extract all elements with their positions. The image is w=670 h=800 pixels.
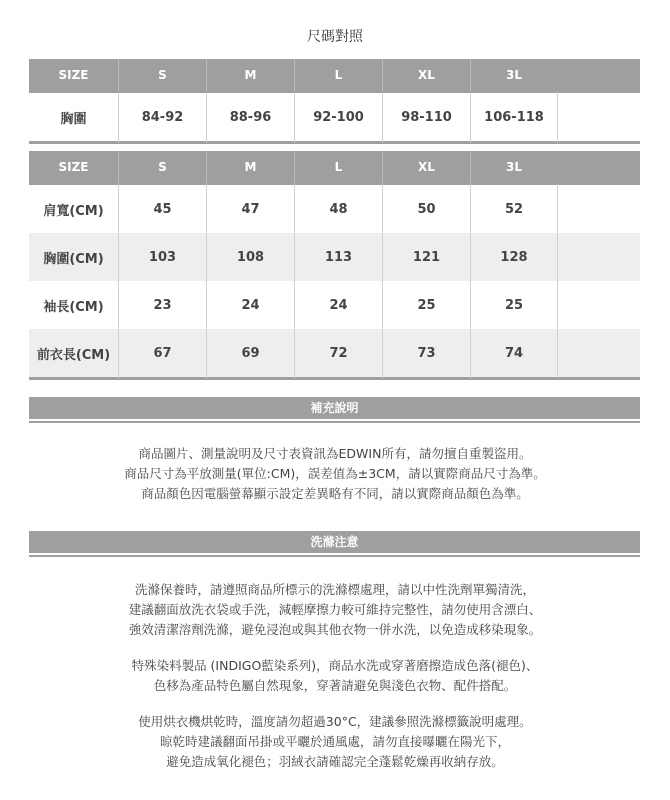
washing-line: 建議翻面放洗衣袋或手洗，減輕摩擦力較可維持完整性，請勿使用含漂白、 [128, 602, 542, 617]
header-cell-empty [557, 59, 640, 91]
row-label: 肩寬(CM) [29, 183, 118, 233]
paragraph-gap [0, 640, 670, 656]
row-label: 前衣長(CM) [29, 329, 118, 380]
row-label: 袖長(CM) [43, 299, 104, 315]
washing-text [0, 580, 670, 772]
table-cell-empty [557, 281, 640, 329]
table-cell: 25 [382, 281, 470, 329]
table-cell-empty [557, 183, 640, 233]
measurement-table [29, 151, 640, 380]
table-cell: 52 [470, 183, 557, 233]
table-cell: 69 [206, 329, 294, 380]
header-cell-m: M [206, 151, 294, 183]
table-row [29, 183, 640, 233]
header-cell-empty [557, 151, 640, 183]
table-cell: 92-100 [294, 91, 382, 144]
table-cell: 108 [206, 233, 294, 281]
table-cell: 74 [470, 329, 557, 380]
washing-line: 使用烘衣機烘乾時，溫度請勿超過30°C，建議參照洗滌標籤說明處理。 [138, 714, 532, 729]
header-cell-m: M [206, 59, 294, 91]
header-cell-3l: 3L [470, 59, 557, 91]
table-header-row [29, 151, 640, 183]
table-row [29, 329, 640, 380]
washing-line: 色移為產品特色屬自然現象，穿著請避免與淺色衣物、配件搭配。 [153, 678, 517, 693]
table-row [29, 281, 640, 329]
table-cell: 47 [206, 183, 294, 233]
supplement-line: 商品圖片、測量說明及尺寸表資訊為EDWIN所有，請勿擅自重製盜用。 [138, 446, 532, 461]
supplement-line: 商品尺寸為平放測量(單位:CM)，誤差值為±3CM，請以實際商品尺寸為準。 [124, 466, 546, 481]
table-cell: 50 [382, 183, 470, 233]
row-label: 胸圍 [29, 91, 118, 144]
table-row [29, 91, 640, 144]
table-cell: 25 [470, 281, 557, 329]
header-cell-xl: XL [382, 59, 470, 91]
table-cell-empty [557, 91, 640, 144]
page-title: 尺碼對照 [307, 29, 363, 45]
washing-line: 晾乾時建議翻面吊掛或平曬於通風處，請勿直接曝曬在陽光下， [159, 734, 510, 749]
supplement-line: 商品顏色因電腦螢幕顯示設定差異略有不同，請以實際商品顏色為準。 [141, 486, 529, 501]
table-cell: 121 [382, 233, 470, 281]
table-cell-empty [557, 233, 640, 281]
header-cell-l: L [294, 59, 382, 91]
header-cell-3l: 3L [470, 151, 557, 183]
washing-line: 洗滌保養時，請遵照商品所標示的洗滌標處理，請以中性洗劑單獨清洗， [134, 582, 535, 597]
header-cell-s: S [118, 151, 206, 183]
table-cell: 113 [294, 233, 382, 281]
supplement-section-title: 補充說明 [29, 397, 640, 419]
table-cell: 103 [118, 233, 206, 281]
table-cell: 24 [294, 281, 382, 329]
supplement-text [0, 444, 670, 504]
header-cell-xl: XL [382, 151, 470, 183]
table-cell: 72 [294, 329, 382, 380]
table-cell: 88-96 [206, 91, 294, 144]
paragraph-gap [0, 696, 670, 712]
table-cell: 23 [118, 281, 206, 329]
washing-line: 特殊染料製品 (INDIGO藍染系列)，商品水洗或穿著磨擦造成色落(褪色)、 [131, 658, 539, 673]
chest-size-table [29, 59, 640, 144]
table-cell: 98-110 [382, 91, 470, 144]
table-cell: 73 [382, 329, 470, 380]
washing-line: 強效清潔溶劑洗滌，避免浸泡或與其他衣物一併水洗，以免造成移染現象。 [128, 622, 542, 637]
washing-section-title: 洗滌注意 [29, 531, 640, 553]
table-header-row [29, 59, 640, 91]
header-cell-s: S [118, 59, 206, 91]
table-cell: 48 [294, 183, 382, 233]
table-cell: 45 [118, 183, 206, 233]
table-cell-empty [557, 329, 640, 380]
table-cell: 67 [118, 329, 206, 380]
header-cell-size: SIZE [29, 151, 118, 183]
table-cell: 24 [206, 281, 294, 329]
table-cell: 128 [470, 233, 557, 281]
row-label: 胸圍(CM) [29, 233, 118, 281]
table-cell: 84-92 [118, 91, 206, 144]
table-cell: 106-118 [470, 91, 557, 144]
washing-line: 避免造成氧化褪色；羽絨衣請確認完全蓬鬆乾燥再收納存放。 [166, 754, 504, 769]
header-cell-size: SIZE [29, 59, 118, 91]
table-row [29, 233, 640, 281]
header-cell-l: L [294, 151, 382, 183]
